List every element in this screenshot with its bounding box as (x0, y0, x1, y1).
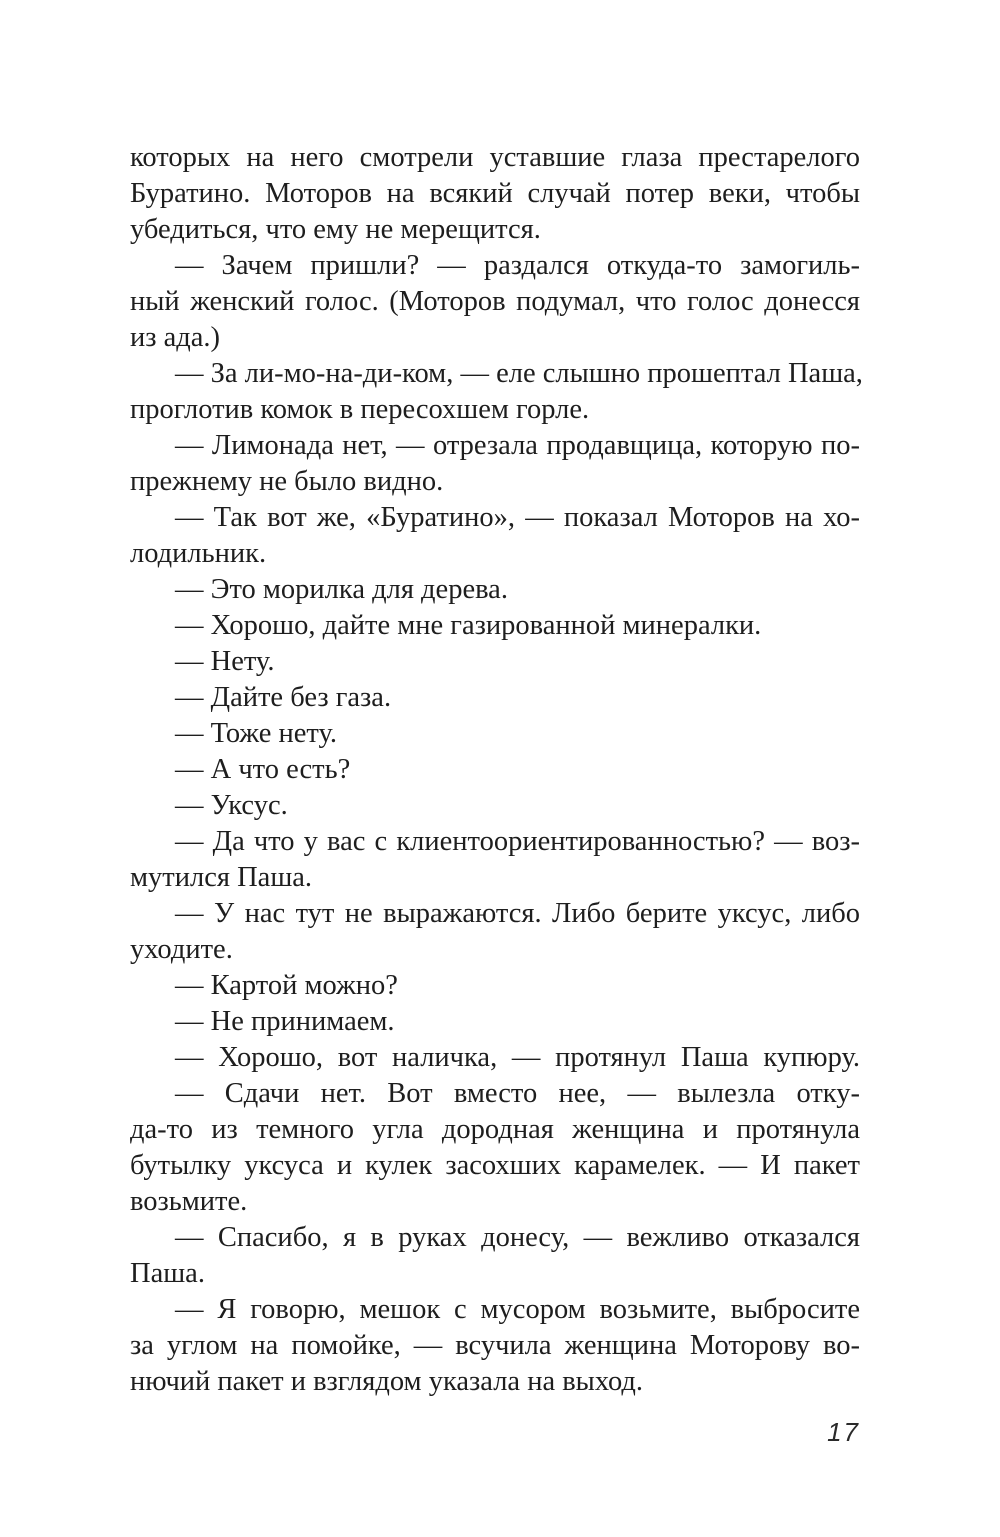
body-text (130, 140, 863, 1400)
page-number: 17 (827, 1417, 860, 1447)
text-line: — Нету. (175, 646, 275, 677)
text-line: — Это морилка для дерева. (175, 574, 508, 605)
text-line: — А что есть? (175, 754, 351, 785)
text-line: — Хорошо, дайте мне газированной минералки. (175, 610, 762, 641)
text-line: — Зачем пришли? — раздался откуда-то замогиль- (175, 250, 860, 281)
text-line: лодильник. (130, 538, 267, 569)
text-line: — Сдачи нет. Вот вместо нее, — вылезла отку- (175, 1078, 860, 1109)
text-line: проглотив комок в пересохшем горле. (130, 394, 590, 425)
text-line: — Картой можно? (175, 970, 398, 1001)
text-line: — Да что у вас с клиентоориентированностью? — воз- (175, 826, 860, 857)
text-line: Буратино. Моторов на всякий случай потер веки, чтобы (130, 178, 860, 209)
text-line: Паша. (130, 1258, 205, 1289)
text-line: — Хорошо, вот наличка, — протянул Паша купюру. (175, 1042, 860, 1073)
text-line: нючий пакет и взглядом указала на выход. (130, 1366, 644, 1397)
text-line: бутылку уксуса и кулек засохших карамелек. — И пакет (130, 1150, 860, 1181)
text-line: которых на него смотрели уставшие глаза престарелого (130, 142, 860, 173)
text-line: — За ли-мо-на-ди-ком, — еле слышно прошептал Паша, (175, 358, 863, 389)
text-line: возьмите. (130, 1186, 248, 1217)
text-line: прежнему не было видно. (130, 466, 444, 497)
text-line: да-то из темного угла дородная женщина и протянула (130, 1114, 860, 1145)
text-line: — Спасибо, я в руках донесу, — вежливо отказался (175, 1222, 860, 1253)
text-line: — Уксус. (175, 790, 288, 821)
text-line: — Я говорю, мешок с мусором возьмите, выбросите (175, 1294, 860, 1325)
text-line: — Тоже нету. (175, 718, 338, 749)
text-line: убедиться, что ему не мерещится. (130, 214, 541, 245)
text-line: ный женский голос. (Моторов подумал, что голос донесся (130, 286, 860, 317)
text-line: — Лимонада нет, — отрезала продавщица, которую по- (175, 430, 860, 461)
text-line: за углом на помойке, — всучила женщина Моторову во- (130, 1330, 860, 1361)
text-line: мутился Паша. (130, 862, 313, 893)
text-line: из ада.) (130, 322, 221, 353)
text-line: — Не принимаем. (175, 1006, 395, 1037)
text-line: — Дайте без газа. (175, 682, 392, 713)
text-line: — Так вот же, «Буратино», — показал Моторов на хо- (175, 502, 860, 533)
text-line: — У нас тут не выражаются. Либо берите уксус, либо (175, 898, 860, 929)
text-line: уходите. (130, 934, 233, 965)
